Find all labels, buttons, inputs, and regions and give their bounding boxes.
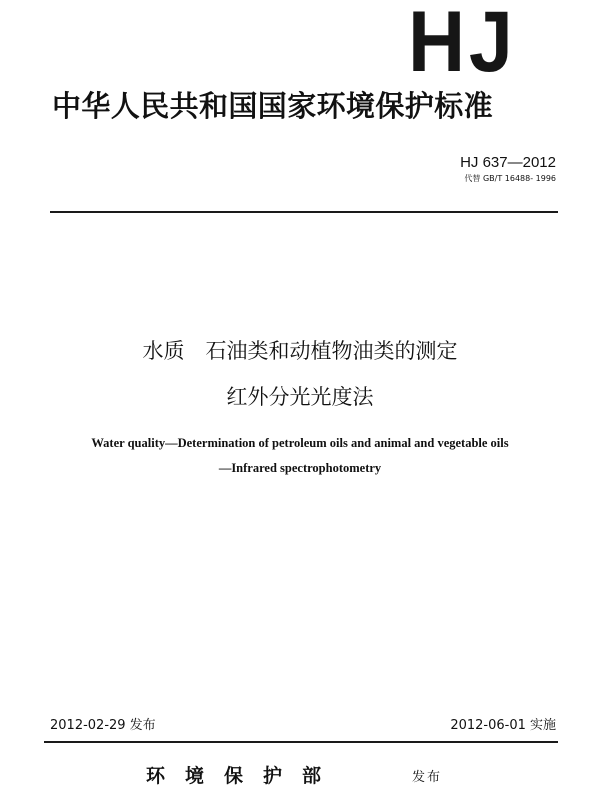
document-title-en-line2: —Infrared spectrophotometry: [218, 461, 382, 475]
standard-number: HJ 637—2012: [460, 154, 556, 171]
document-title-cn-line1: 水质 石油类和动植物油类的测定: [142, 339, 458, 363]
hj-logo: HJ: [408, 0, 517, 90]
publisher-name: 环境保护部: [146, 765, 342, 787]
implementation-date: 2012-06-01 实施: [450, 718, 556, 733]
standard-category-title: 中华人民共和国国家环境保护标准: [52, 89, 494, 123]
document-title-en-line1: Water quality—Determination of petroleum oils and animal and vegetable oils: [91, 436, 509, 450]
replaces-standard: 代替 GB/T 16488- 1996: [464, 174, 556, 183]
issue-date: 2012-02-29 发布: [50, 718, 156, 733]
bottom-divider: [44, 741, 558, 743]
top-divider: [50, 211, 558, 213]
document-title-cn-line2: 红外分光光度法: [226, 385, 374, 409]
publisher-suffix: 发布: [412, 770, 443, 785]
